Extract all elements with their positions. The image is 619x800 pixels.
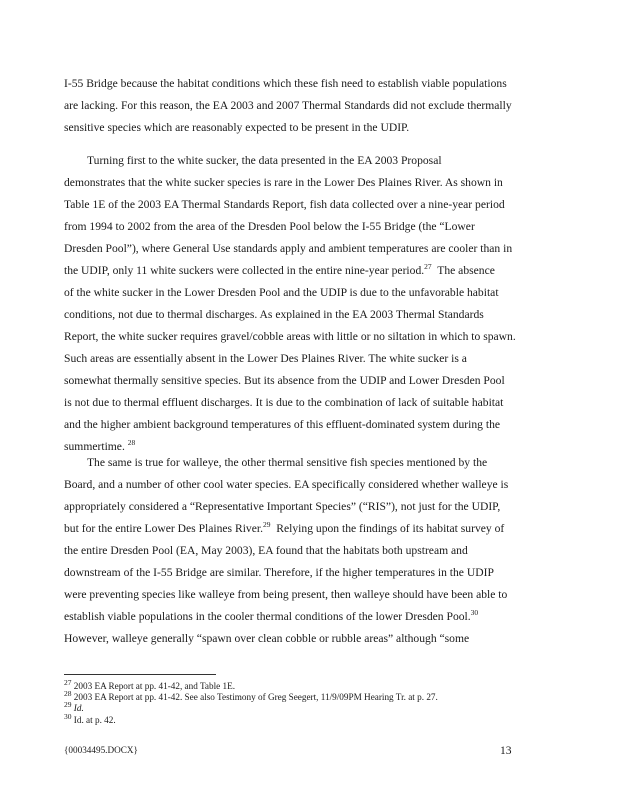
- text-run: The absence: [431, 264, 495, 277]
- text-line: appropriately considered a “Representative Important Species” (“RIS”), not just for the UDIP,: [64, 500, 501, 513]
- footnote-text: Id. at p. 42.: [71, 714, 116, 725]
- text-run: but for the entire Lower Des Plaines River.: [64, 522, 263, 535]
- text-line: sensitive species which are reasonably expected to be present in the UDIP.: [64, 121, 410, 134]
- text-run: summertime.: [64, 440, 125, 453]
- paragraph-2: [64, 150, 524, 458]
- text-line: Board, and a number of other cool water species. EA specifically considered whether walleye is: [64, 478, 509, 491]
- footnote-text: 2003 EA Report at pp. 41-42. See also Testimony of Greg Seegert, 11/9/09PM Hearing Tr. at p. 27.: [71, 692, 438, 703]
- text-line: [64, 606, 524, 628]
- footnote: [64, 711, 534, 726]
- text-line: Dresden Pool”), where General Use standards apply and ambient temperatures are cooler than in: [64, 242, 513, 255]
- text-line: of the white sucker in the Lower Dresden Pool and the UDIP is due to the unfavorable habitat: [64, 286, 499, 299]
- text-run: Relying upon the findings of its habitat survey of: [270, 522, 505, 535]
- footnote: [64, 689, 534, 703]
- footnote: [64, 677, 534, 692]
- text-line: and the higher ambient background temperatures of this effluent-dominated system during the: [64, 418, 501, 431]
- text-line: [64, 518, 524, 540]
- footnote-ref-29[interactable]: 29: [262, 520, 271, 530]
- footnote-text: 2003 EA Report at pp. 41-42, and Table 1E.: [71, 681, 236, 691]
- text-line: Table 1E of the 2003 EA Thermal Standards Report, fish data collected over a nine-year period: [64, 198, 505, 211]
- footnote-ref-27[interactable]: 27: [424, 262, 432, 272]
- footnote-number: 29: [64, 700, 72, 710]
- text-line: the entire Dresden Pool (EA, May 2003), EA found that the habitats both upstream and: [64, 544, 468, 557]
- footnotes: [64, 677, 534, 726]
- footnote-ref-28[interactable]: 28: [127, 438, 136, 448]
- text-line: are lacking. For this reason, the EA 2003 and 2007 Thermal Standards did not exclude thermally: [64, 99, 512, 112]
- footnote-ref-30[interactable]: 30: [470, 608, 479, 618]
- text-line: Such areas are essentially absent in the Lower Des Plaines River. The white sucker is a: [64, 352, 467, 365]
- text-line: somewhat thermally sensitive species. But its absence from the UDIP and Lower Dresden Pool: [64, 374, 505, 387]
- footnote-number: 28: [64, 689, 72, 699]
- text-line: demonstrates that the white sucker species is rare in the Lower Des Plaines River. As shown in: [64, 176, 503, 189]
- document-id: {00034495.DOCX}: [64, 745, 138, 755]
- text-line: However, walleye generally “spawn over clean cobble or rubble areas” although “some: [64, 632, 470, 645]
- text-line: from 1994 to 2002 from the area of the Dresden Pool below the I-55 Bridge (the “Lower: [64, 220, 475, 233]
- text-line: is not due to thermal effluent discharges. It is due to the combination of lack of suitable habitat: [64, 396, 504, 409]
- text-run: the UDIP, only 11 white suckers were collected in the entire nine-year period.: [64, 264, 425, 277]
- text-line: The same is true for walleye, the other thermal sensitive fish species mentioned by the: [64, 456, 488, 469]
- footnote-number: 27: [64, 677, 72, 687]
- text-line: [64, 260, 524, 282]
- text-line: Report, the white sucker requires gravel/cobble areas with little or no siltation in which to spawn.: [64, 330, 516, 343]
- page-number: 13: [500, 744, 512, 757]
- text-line: were preventing species like walleye from being present, then walleye should have been able to: [64, 588, 508, 601]
- footnote-text: Id.: [71, 703, 84, 714]
- text-line: I-55 Bridge because the habitat conditions which these fish need to establish viable populations: [64, 77, 507, 90]
- footnote-number: 30: [64, 711, 72, 721]
- footnote-separator: [64, 674, 216, 675]
- text-line: Turning first to the white sucker, the data presented in the EA 2003 Proposal: [64, 154, 442, 167]
- text-run: establish viable populations in the cooler thermal conditions of the lower Dresden Pool.: [64, 610, 471, 623]
- text-line: downstream of the I-55 Bridge are similar. Therefore, if the higher temperatures in the UDIP: [64, 566, 494, 579]
- paragraph-3: [64, 452, 524, 650]
- footnote: [64, 700, 534, 714]
- text-line: conditions, not due to thermal discharges. As explained in the EA 2003 Thermal Standards: [64, 308, 484, 321]
- paragraph-1: [64, 73, 524, 139]
